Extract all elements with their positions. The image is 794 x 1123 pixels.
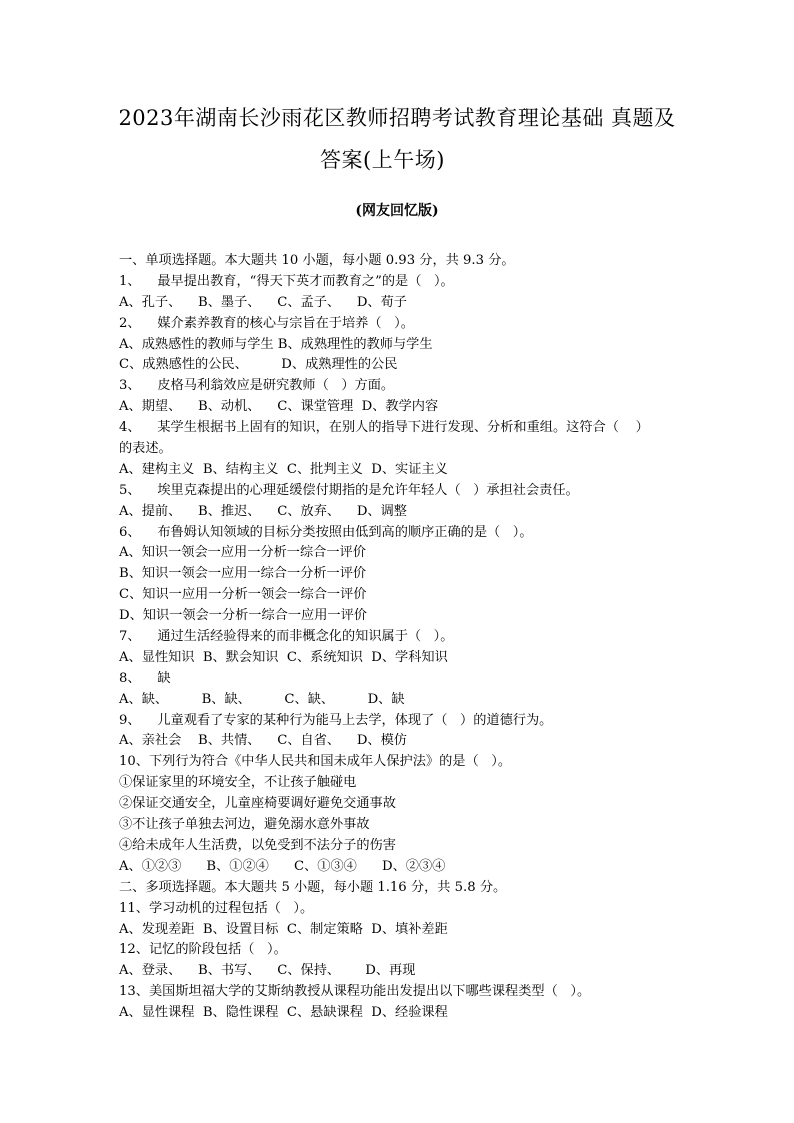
- question-3-options: A、期望、 B、动机、 C、课堂管理 D、教学内容: [119, 399, 439, 415]
- question-3: 3、 皮格马利翁效应是研究教师（ ）方面。: [119, 378, 395, 394]
- question-12-options: A、登录、 B、书写、 C、保持、 D、再现: [119, 963, 416, 979]
- question-2-options-ab: A、成熟感性的教师与学生 B、成熟理性的教师与学生: [119, 336, 433, 352]
- question-4-continued: 的表述。: [119, 441, 172, 457]
- question-11: 11、学习动机的过程包括（ ）。: [119, 900, 314, 916]
- section-heading-single-choice: 一、单项选择题。本大题共 10 小题，每小题 0.93 分，共 9.3 分。: [119, 253, 515, 268]
- question-13: 13、美国斯坦福大学的艾斯纳教授从课程功能出发提出以下哪些课程类型（ ）。: [119, 984, 591, 1000]
- section-heading-multiple-choice: 二、多项选择题。本大题共 5 小题，每小题 1.16 分，共 5.8 分。: [119, 879, 507, 895]
- question-11-options: A、发现差距 B、设置目标 C、制定策略 D、填补差距: [119, 921, 448, 937]
- question-2-options-cd: C、成熟感性的公民、 D、成熟理性的公民: [119, 357, 398, 373]
- document-body: [119, 251, 679, 1024]
- question-9-options: A、亲社会 B、共情、 C、自省、 D、模仿: [119, 733, 407, 749]
- question-6-option-c: C、知识一应用一分析一领会一综合一评价: [119, 587, 367, 603]
- question-6-option-d: D、知识一领会一分析一综合一应用一评价: [119, 608, 367, 624]
- question-4-options: A、建构主义 B、结构主义 C、批判主义 D、实证主义: [119, 461, 448, 477]
- question-1: 1、 最早提出教育，“得天下英才而教育之”的是（ ）。: [119, 273, 454, 289]
- question-1-options: A、孔子、 B、墨子、 C、孟子、 D、荀子: [119, 294, 407, 310]
- question-7-options: A、显性知识 B、默会知识 C、系统知识 D、学科知识: [119, 649, 448, 665]
- question-6-option-a: A、知识一领会一应用一分析一综合一评价: [119, 545, 366, 561]
- question-10-statement-2: ②保证交通安全，儿童座椅要调好避免交通事故: [119, 796, 396, 812]
- question-2: 2、 媒介素养教育的核心与宗旨在于培养（ ）。: [119, 315, 414, 331]
- question-13-options: A、显性课程 B、隐性课程 C、悬缺课程 D、经验课程: [119, 1005, 448, 1021]
- question-10: 10、下列行为符合《中华人民共和国未成年人保护法》的是（ ）。: [119, 754, 512, 770]
- question-12: 12、记忆的阶段包括（ ）。: [119, 942, 287, 958]
- question-10-statement-4: ④给未成年人生活费，以免受到不法分子的伤害: [119, 837, 396, 853]
- question-10-statement-3: ③不让孩子单独去河边，避免溺水意外事故: [119, 817, 370, 833]
- question-7: 7、 通过生活经验得来的而非概念化的知识属于（ ）。: [119, 629, 454, 645]
- question-8: 8、 缺: [119, 670, 171, 686]
- document-title-line-2: 答案(上午场): [320, 148, 445, 172]
- document-title-line-1: 2023年湖南长沙雨花区教师招聘考试教育理论基础 真题及: [118, 106, 676, 130]
- question-6: 6、 布鲁姆认知领域的目标分类按照由低到高的顺序正确的是（ ）。: [119, 524, 533, 540]
- question-8-options: A、缺、 B、缺、 C、缺、 D、缺: [119, 691, 405, 707]
- question-5: 5、 埃里克森提出的心理延缓偿付期指的是允许年轻人（ ）承担社会责任。: [119, 482, 579, 498]
- question-10-options: A、①②③ B、①②④ C、①③④ D、②③④: [119, 858, 446, 874]
- question-5-options: A、提前、 B、推迟、 C、放弃、 D、调整: [119, 503, 407, 519]
- document-subtitle: (网友回忆版): [355, 203, 439, 219]
- question-6-option-b: B、知识一领会一应用一综合一分析一评价: [119, 566, 367, 582]
- question-10-statement-1: ①保证家里的环境安全，不让孩子触碰电: [119, 775, 357, 791]
- question-4: 4、 某学生根据书上固有的知识，在别人的指导下进行发现、分析和重组。这符合（ ）: [119, 420, 649, 436]
- question-9: 9、 儿童观看了专家的某种行为能马上去学，体现了（ ）的道德行为。: [119, 712, 553, 728]
